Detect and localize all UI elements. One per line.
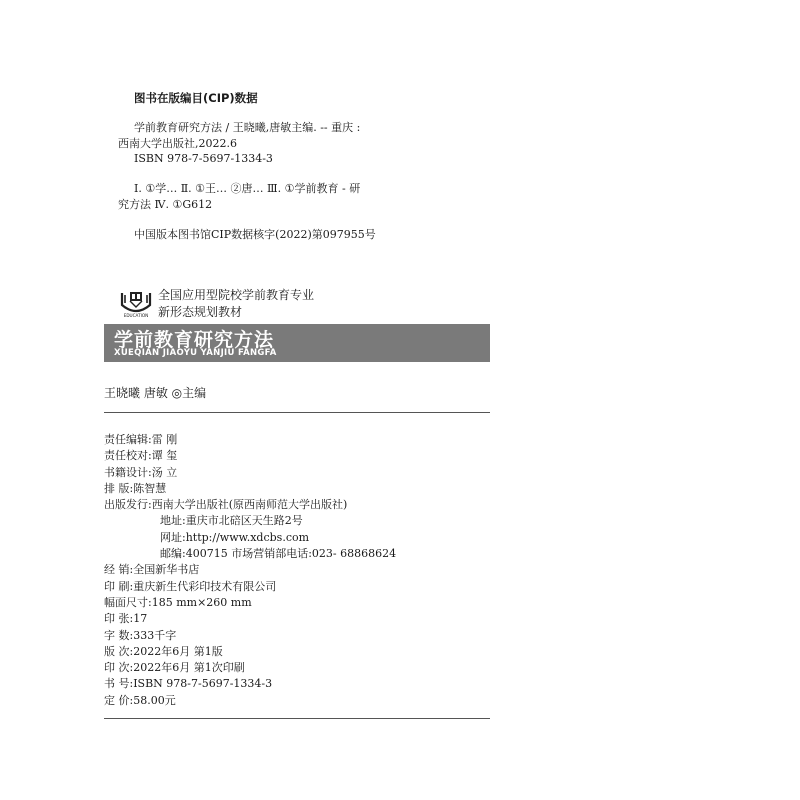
imprint-value: 333千字: [133, 628, 177, 642]
imprint-row: [104, 513, 396, 529]
imprint-row: [104, 676, 396, 692]
imprint-value: 58.00元: [133, 693, 176, 707]
imprint-row: [104, 660, 396, 676]
cip-line-2: 西南大学出版社,2022.6: [118, 137, 237, 150]
imprint-value: ISBN 978-7-5697-1334-3: [133, 677, 273, 691]
cip-title: 图书在版编目(CIP)数据: [134, 91, 258, 105]
imprint-row: [104, 595, 396, 611]
cip-line-3: ISBN 978-7-5697-1334-3: [134, 152, 273, 165]
imprint-value: 2022年6月 第1次印刷: [133, 661, 245, 675]
imprint-label: 排 版:: [104, 481, 134, 495]
education-logo-icon: [118, 287, 154, 319]
editors: 王晓曦 唐敏 ◎主编: [104, 386, 207, 400]
imprint-label: 责任编辑:: [104, 433, 152, 446]
imprint-row: [104, 628, 396, 644]
cip-line-4: Ⅰ. ①学… Ⅱ. ①王… ②唐… Ⅲ. ①学前教育 - 研: [134, 182, 361, 195]
imprint-label: 责任校对:: [104, 449, 152, 463]
imprint-label: 出版发行:: [104, 498, 152, 512]
title-band: [104, 324, 490, 362]
imprint-label: 印 张:: [104, 612, 134, 626]
svg-text:EDUCATION: EDUCATION: [123, 313, 149, 318]
imprint-row: [104, 644, 396, 660]
imprint-value: 雷 刚: [151, 433, 178, 446]
imprint-value: 西南大学出版社(原西南师范大学出版社): [151, 498, 348, 512]
imprint-value: 网址:http://www.xdcbs.com: [160, 530, 310, 544]
imprint-label: 经 销:: [104, 563, 134, 577]
imprint-row: [104, 432, 396, 448]
book-title-pinyin: XUEQIAN JIAOYU YANJIU FANGFA: [114, 348, 277, 358]
imprint-row: [104, 448, 396, 464]
imprint-value: 17: [133, 612, 148, 626]
imprint-block: [104, 432, 396, 709]
imprint-value: 全国新华书店: [133, 563, 200, 577]
imprint-value: 汤 立: [151, 465, 178, 479]
imprint-value: 邮编:400715 市场营销部电话:023- 68868624: [160, 547, 397, 561]
series-logo: [118, 287, 154, 319]
imprint-label: 书籍设计:: [104, 465, 152, 479]
series-line-2: 新形态规划教材: [158, 305, 243, 319]
imprint-label: 书 号:: [104, 677, 134, 691]
imprint-label: 幅面尺寸:: [104, 595, 152, 609]
imprint-row: [104, 497, 396, 513]
imprint-value: 185 mm×260 mm: [151, 595, 252, 609]
imprint-label: 印 刷:: [104, 579, 134, 593]
imprint-label: 定 价:: [104, 693, 134, 707]
imprint-row: [104, 546, 396, 562]
series-line-1: 全国应用型院校学前教育专业: [158, 288, 315, 302]
imprint-value: 陈智慧: [133, 481, 167, 495]
imprint-label: 印 次:: [104, 661, 134, 675]
imprint-row: [104, 465, 396, 481]
cip-line-5: 究方法 Ⅳ. ①G612: [118, 198, 213, 211]
imprint-row: [104, 481, 396, 497]
imprint-value: 重庆新生代彩印技术有限公司: [133, 579, 277, 593]
imprint-value: 2022年6月 第1版: [133, 644, 223, 658]
imprint-row: [104, 693, 396, 709]
imprint-value: 谭 玺: [151, 449, 178, 463]
imprint-label: 字 数:: [104, 628, 134, 642]
imprint-row: [104, 562, 396, 578]
imprint-row: [104, 530, 396, 546]
cip-line-6: 中国版本图书馆CIP数据核字(2022)第097955号: [134, 228, 376, 241]
imprint-label: 版 次:: [104, 644, 134, 658]
book-title: 学前教育研究方法: [114, 329, 275, 351]
divider-top: [104, 412, 490, 413]
cip-line-1: 学前教育研究方法 / 王晓曦,唐敏主编. -- 重庆 :: [134, 121, 361, 134]
imprint-value: 地址:重庆市北碚区天生路2号: [160, 514, 303, 528]
imprint-row: [104, 611, 396, 627]
divider-bottom: [104, 718, 490, 719]
imprint-row: [104, 579, 396, 595]
